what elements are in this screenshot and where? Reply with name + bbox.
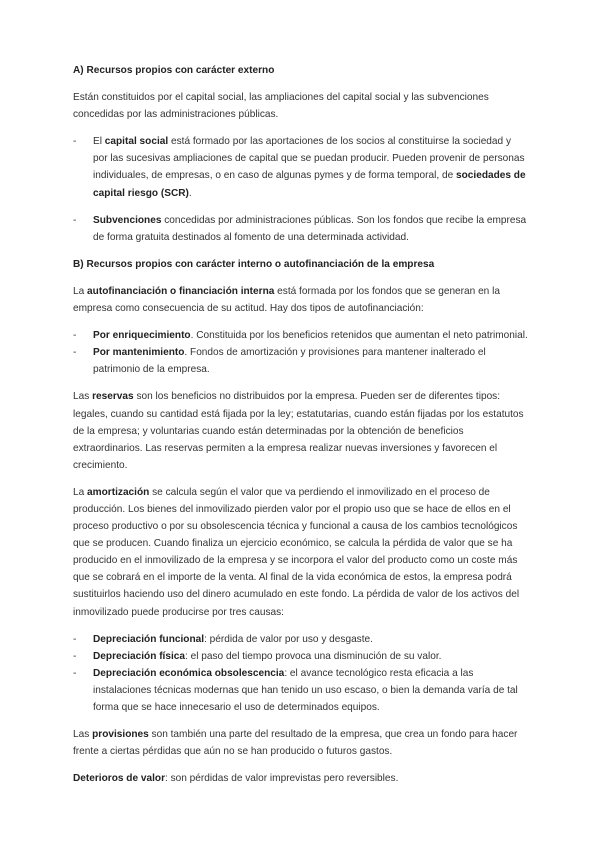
term-reservas: reservas — [92, 391, 134, 403]
deterioros-paragraph: Deterioros de valor: son pérdidas de valor imprevistas pero reversibles. — [73, 773, 399, 785]
term-amortizacion: amortización — [87, 486, 150, 498]
bullet-dash: - — [73, 650, 77, 662]
bullet-dash: - — [73, 667, 77, 679]
term-subvenciones: Subvenciones — [93, 214, 162, 226]
list-item-depreciacion-fisica: - Depreciación física: el paso del tiempo provoca una disminución de su valor. — [73, 648, 528, 665]
bullet-dash: - — [73, 214, 77, 226]
list-item-enriquecimiento: - Por enriquecimiento. Constituida por los beneficios retenidos que aumentan el neto patrimonial. — [73, 327, 528, 344]
term-deterioros: Deterioros de valor — [73, 773, 165, 785]
list-item-depreciacion-economica: - Depreciación económica obsolescencia: el avance tecnológico resta eficacia a las instalaciones técnicas modernas que han tenido un uso escaso, o bien la demanda varía de tal forma que se hace innecesario el uso de determinados equipos. — [73, 665, 528, 716]
amortizacion-paragraph: La amortización se calcula según el valor que va perdiendo el inmovilizado en el proceso de producción. Los bienes del inmovilizado pierden valor por el propio uso que se hace de ellos en el proceso productivo o por su obsolescencia técnica y funcional a causa de los cambios tecnológicos que se producen. Cuando finaliza un ejercicio económico, se calcula la pérdida de valor que se ha producido en el inmovilizado de la empresa y se incorpora el valor del producto como un coste más que se cobrará en el importe de la venta. Al final de la vida económica de estos, la empresa podrá sustituirlos haciendo uso del dinero acumulado en este fondo. La pérdida de valor de los activos del inmovilizado puede producirse por tres causas: — [73, 486, 520, 618]
list-item-mantenimiento: - Por mantenimiento. Fondos de amortización y provisiones para mantener inalterado el patrimonio de la empresa. — [73, 344, 528, 378]
section-a-list — [73, 133, 528, 246]
term-autofinanciacion: autofinanciación o financiación interna — [87, 285, 275, 297]
term-provisiones: provisiones — [92, 729, 149, 741]
section-b-heading: B) Recursos propios con carácter interno o autofinanciación de la empresa — [73, 258, 435, 270]
section-a-intro: Están constituidos por el capital social, las ampliaciones del capital social y las subvenciones concedidas por las administraciones públicas. — [73, 92, 489, 121]
list-item-subvenciones: - Subvenciones concedidas por administraciones públicas. Son los fondos que recibe la empresa de forma gratuita destinados al fomento de una determinada actividad. — [73, 212, 528, 246]
bullet-dash: - — [73, 347, 77, 359]
list-item-capital-social: - El capital social está formado por las aportaciones de los socios al constituirse la sociedad y por las sucesivas ampliaciones de capital que se puedan producir. Pueden provenir de personas individuales, de empresas, o en caso de algunas pymes y de forma temporal, de sociedades de capital riesgo (SCR). — [73, 133, 528, 201]
provisiones-paragraph: Las provisiones son también una parte del resultado de la empresa, que crea un fondo para hacer frente a ciertas pérdidas que aún no se han producido o futuros gastos. — [73, 729, 518, 758]
reservas-paragraph: Las reservas son los beneficios no distribuidos por la empresa. Pueden ser de diferentes tipos: legales, cuando su cantidad está fijada por la ley; estatutarias, cuando están fijadas por los estatutos de la empresa; y voluntarias cuando están determinadas por la obtención de beneficios extraordinarios. Las reservas permiten a la empresa realizar nuevas inversiones y favorecen el crecimiento. — [73, 391, 524, 471]
bullet-dash: - — [73, 330, 77, 342]
section-b-intro: La autofinanciación o financiación interna está formada por los fondos que se generan en la empresa como consecuencia de su actitud. Hay dos tipos de autofinanciación: — [73, 285, 500, 315]
section-a-heading: A) Recursos propios con carácter externo — [73, 65, 275, 76]
depreciacion-list — [73, 631, 528, 716]
section-b-list — [73, 327, 528, 378]
list-item-depreciacion-funcional: - Depreciación funcional: pérdida de valor por uso y desgaste. — [73, 631, 528, 648]
document-page — [73, 62, 528, 797]
bullet-dash: - — [73, 136, 77, 148]
term-scr: sociedades de capital riesgo (SCR) — [93, 170, 526, 199]
bullet-dash: - — [73, 633, 77, 645]
term-capital-social: capital social — [104, 136, 169, 148]
